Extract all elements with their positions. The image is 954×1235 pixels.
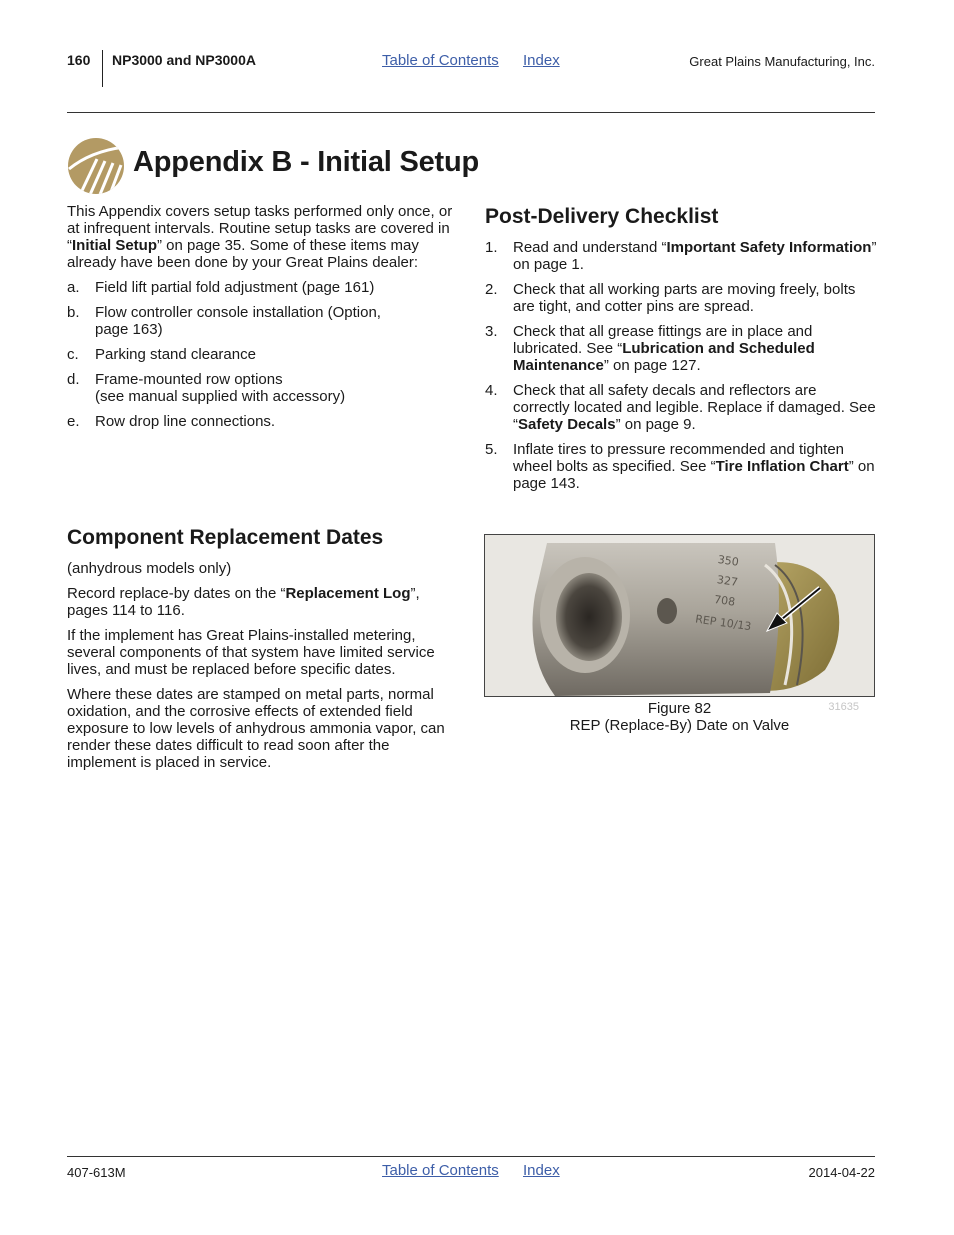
page-number: 160 <box>67 52 91 68</box>
list-item: 5. Inflate tires to pressure recommended and tighten wheel bolts as specified. See “Tire Inflation Chart” on page 143. <box>485 441 875 492</box>
great-plains-logo-icon <box>67 137 125 195</box>
component-heading: Component Replacement Dates <box>67 526 384 549</box>
component-section <box>67 560 459 779</box>
doc-number: 407-613M <box>67 1165 126 1180</box>
page-title: Appendix B - Initial Setup <box>133 146 480 178</box>
footer-index-link[interactable]: Index <box>523 1162 560 1179</box>
component-note: (anhydrous models only) <box>67 560 232 577</box>
stamp-line: 327 <box>716 573 739 589</box>
figure-label: Figure 82 <box>647 700 712 717</box>
figure-caption-text: REP (Replace-By) Date on Valve <box>569 717 790 734</box>
header-toc-link[interactable]: Table of Contents <box>382 52 499 69</box>
intro-paragraph: This Appendix covers setup tasks performed only once, or at infrequent intervals. Routine setup tasks are covered in “Initial Setup” on page 35. Some of these items may already have been done by your Great Plains dealer: <box>67 203 453 271</box>
header-index-link[interactable]: Index <box>523 52 560 69</box>
doc-date: 2014-04-22 <box>808 1165 875 1180</box>
header-divider <box>102 50 103 87</box>
header-rule <box>67 112 875 113</box>
footer-toc-link[interactable]: Table of Contents <box>382 1162 499 1179</box>
component-paragraph-1: Record replace-by dates on the “Replacement Log”, pages 114 to 116. <box>67 585 420 619</box>
list-item: a. Field lift partial fold adjustment (page 161) <box>67 279 375 296</box>
list-item: d. Frame-mounted row options (see manual supplied with accessory) <box>67 371 346 405</box>
figure-image-id: 31635 <box>828 701 859 713</box>
list-item: b. Flow controller console installation (Option, page 163) <box>67 304 381 338</box>
stamp-line: 350 <box>716 553 740 569</box>
list-item: 1. Read and understand “Important Safety Information” on page 1. <box>485 239 877 273</box>
stamp-line: REP 10/13 <box>694 612 753 634</box>
stamp-line: 708 <box>713 592 736 609</box>
company-name: Great Plains Manufacturing, Inc. <box>689 54 875 69</box>
component-paragraph-3: Where these dates are stamped on metal parts, normal oxidation, and the corrosive effects of extended field exposure to low levels of anhydrous ammonia vapor, can render these dates difficult to read soon after the implement is placed in service. <box>67 686 445 771</box>
list-item: e. Row drop line connections. <box>67 413 276 430</box>
list-item: 4. Check that all safety decals and reflectors are correctly located and legible. Replace if damaged. See “Safety Decals” on page 9. <box>485 382 876 433</box>
component-paragraph-2: If the implement has Great Plains-installed metering, several components of that system have limited service lives, and must be replaced before specific dates. <box>67 627 435 678</box>
checklist-heading: Post-Delivery Checklist <box>485 205 719 228</box>
list-item: 3. Check that all grease fittings are in place and lubricated. See “Lubrication and Scheduled Maintenance” on page 127. <box>485 323 815 374</box>
intro-section <box>67 203 459 438</box>
setup-task-list <box>67 279 459 430</box>
footer-rule <box>67 1156 875 1157</box>
list-item: c. Parking stand clearance <box>67 346 256 363</box>
checklist-section <box>485 239 877 500</box>
checklist-list <box>485 239 877 492</box>
list-item: 2. Check that all working parts are moving freely, bolts are tight, and cotter pins are spread. <box>485 281 856 315</box>
doc-title: NP3000 and NP3000A <box>112 52 256 68</box>
intro-bold-ref: Initial Setup <box>72 237 158 254</box>
valve-photo <box>484 534 875 697</box>
